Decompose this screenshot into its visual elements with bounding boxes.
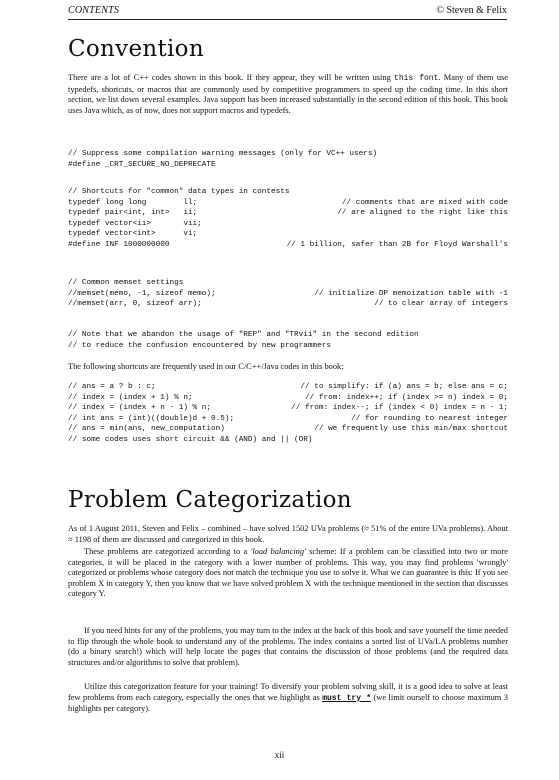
code-line: // index = (index + n - 1) % n; // from: index--; if (index < 0) index = n - 1; (68, 404, 508, 412)
categorization-heading: Problem Categorization (68, 487, 352, 513)
categorization-p4: Utilize this categorization feature for your training! To diversify your problem solving skill, it is a good idea to solve at least few problems from each category, especially the ones that we highlight as must try * (we limit ourself to choose maximum 3 highlights per category). (68, 682, 508, 714)
code-line: // Shortcuts for "common" data types in contests (68, 188, 290, 196)
code-line: // Suppress some compilation warning messages (only for VC++ users) (68, 150, 378, 158)
code-line: // to reduce the confusion encountered by new programmers (68, 341, 331, 350)
must-try-highlight: must try * (322, 693, 372, 703)
code-line: typedef vector<int> vi; (68, 230, 198, 238)
shortcuts-intro: The following shortcuts are frequently used in our C/C++/Java codes in this book: (68, 362, 344, 371)
running-header (68, 5, 507, 20)
code-line: //memset(arr, 0, sizeof arr); // to clear array of integers (68, 300, 508, 308)
code-block-memset (68, 278, 508, 310)
categorization-p3: If you need hints for any of the problems, you may turn to the index at the back of this book and save yourself the time needed to flip through the whole book to understand any of the problems. The index contains a sorted list of UVa/LA problems number (do a binary search!) which will help locate the pages that contains the discussion of those problems (and the required data structures and/or algorithms to solve that problem). (68, 626, 508, 667)
load-balancing-term: 'load balancing' (250, 547, 306, 556)
code-line: // int ans = (int)((double)d + 0.5); // for rounding to nearest integer (68, 414, 508, 423)
code-line: // Common memset settings (68, 279, 184, 287)
convention-intro (68, 73, 508, 116)
categorization-p1: As of 1 August 2011, Steven and Felix – combined – have solved 1502 UVa problems (≈ 51% of the entire UVa problems). About ≈ 1198 of them are discussed and categorized in this book. (68, 524, 508, 544)
code-line: typedef vector<ii> vii; (68, 219, 202, 228)
code-line: //memset(memo, -1, sizeof memo); // initialize DP memoization table with -1 (68, 289, 508, 298)
code-line: typedef long long ll; // comments that are mixed with code (68, 198, 508, 207)
intro-text-b: . Many of them use typedefs, shortcuts, or macros that are commonly used by competitive programmers to speed up the coding time. In this short section, we list down several examples. Java support has been increased substantially in the second edition of this book. This book uses Java which, as of now, does not support macros and typedefs. (68, 73, 508, 115)
code-block-note (68, 330, 508, 351)
page-number: xii (274, 750, 285, 760)
code-line: // Note that we abandon the usage of "REP" and "TRvii" in the second edition (68, 331, 419, 339)
code-line: // some codes uses short circuit && (AND) and || (OR) (68, 435, 313, 444)
code-block-typedefs (68, 187, 508, 250)
code-block-compiler (68, 149, 508, 170)
code-block-shortcuts (68, 382, 508, 445)
code-line: #define _CRT_SECURE_NO_DEPRECATE (68, 160, 216, 169)
code-line: // index = (index + 1) % n; // from: index++; if (index >= n) index = 0; (68, 393, 508, 402)
intro-font-sample: this font (394, 74, 439, 83)
header-authors: © Steven & Felix (436, 5, 507, 16)
categorization-p2: These problems are categorized according to a 'load balancing' scheme: If a problem can be classified into two or more categories, it will be placed in the category with a lower number of problems. This way, you may find problems 'wrongly' categorized or problems whose category does not match the technique you use to solve it. What we can guarantee is this: If you see problem X in category Y, then you know that we have solved problem X with the technique mentioned in the section that discusses category Y. (68, 547, 509, 599)
intro-text-a: There are a lot of C++ codes shown in this book. If they appear, they will be written using (68, 73, 395, 82)
header-section: CONTENTS (68, 5, 120, 16)
code-line: // ans = a ? b : c; // to simplify: if (a) ans = b; else ans = c; (68, 383, 508, 391)
code-line: typedef pair<int, int> ii; // are aligned to the right like this (68, 209, 508, 217)
code-line: // ans = min(ans, new_computation) // we frequently use this min/max shortcut (68, 425, 508, 433)
code-line: #define INF 1000000000 // 1 billion, safer than 2B for Floyd Warshall's (68, 240, 508, 249)
convention-heading: Convention (68, 36, 204, 62)
